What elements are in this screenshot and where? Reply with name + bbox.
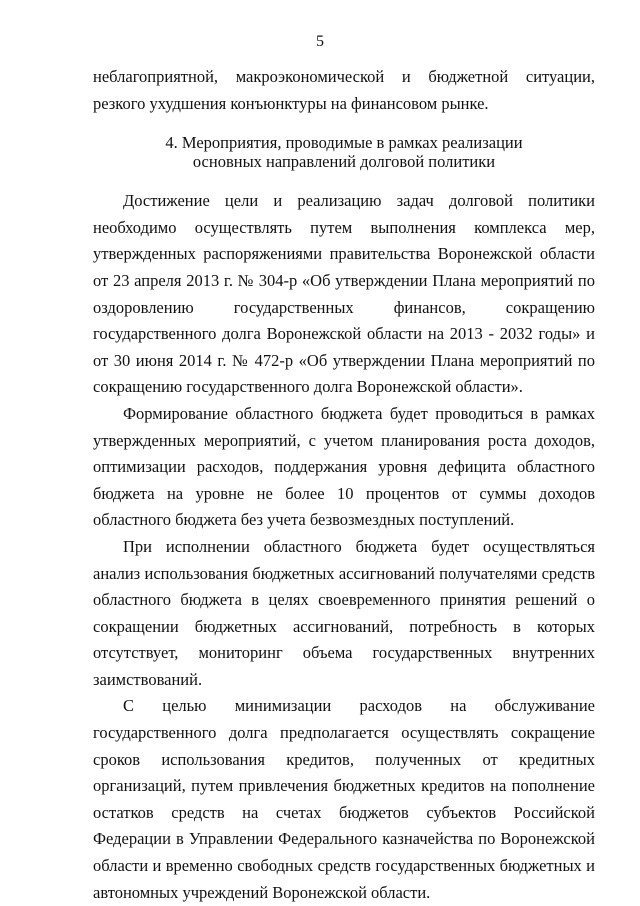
page-number: 5 [316, 33, 324, 50]
document-body [93, 64, 595, 906]
paragraph-measures: Достижение цели и реализацию задач долговой политики необходимо осуществлять путем выполнения комплекса мер, утвержденных распоряжениями правительства Воронежской области от 23 апреля 2013 г. № 304-р «Об утверждении Плана мероприятий по оздоровлению государственных финансов, сокращению государственного долга Воронежской области на 2013 - 2032 годы» и от 30 июня 2014 г. № 472-р «Об утверждении Плана мероприятий по сокращению государственного долга Воронежской области». [93, 191, 595, 397]
paragraph-debt-service: С целью минимизации расходов на обслуживание государственного долга предполагается осуществлять сокращение сроков использования кредитов, полученных от кредитных организаций, путем привлечения бюджетных кредитов на пополнение остатков средств на счетах бюджетов субъектов Российской Федерации в Управлении Федерального казначейства по Воронежской области и временно свободных средств государственных бюджетных и автономных учреждений Воронежской области. [93, 696, 595, 902]
intro-paragraph: неблагоприятной, макроэкономической и бюджетной ситуации, резкого ухудшения конъюнктуры на финансовом рынке. [93, 67, 595, 113]
paragraph-budget-formation: Формирование областного бюджета будет проводиться в рамках утвержденных мероприятий, с учетом планирования роста доходов, оптимизации расходов, поддержания уровня дефицита областного бюджета на уровне не более 10 процентов от суммы доходов областного бюджета без учета безвозмездных поступлений. [93, 403, 595, 530]
section-heading-line-2: основных направлений долговой политики [192, 152, 496, 172]
paragraph-budget-execution: При исполнении областного бюджета будет осуществляться анализ использования бюджетных ассигнований получателями средств областного бюджета в целях своевременного принятия решений о сокращении бюджетных ассигнований, потребность в которых отсутствует, мониторинг объема государственных внутренних заимствований. [93, 536, 595, 689]
section-heading-line-1: 4. Мероприятия, проводимые в рамках реализации [165, 133, 523, 153]
section-heading [93, 133, 595, 171]
